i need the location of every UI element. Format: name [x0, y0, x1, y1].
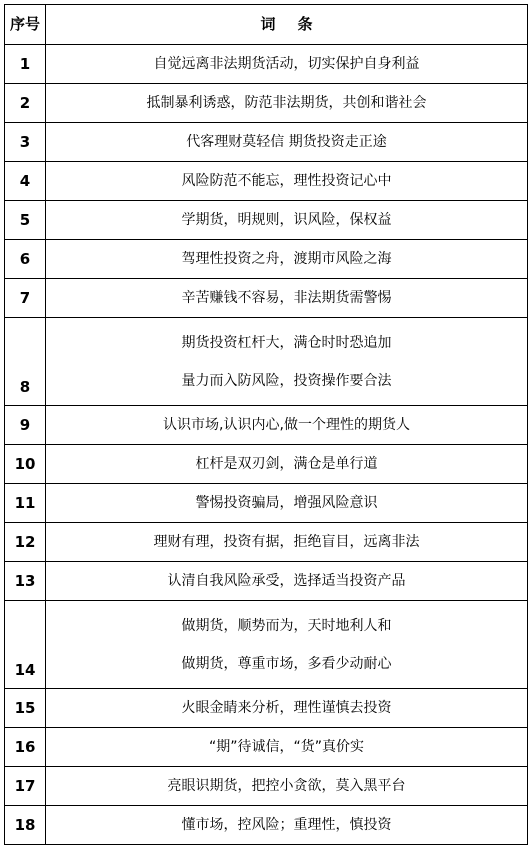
entry-line: 辛苦赚钱不容易，非法期货需警惕	[181, 290, 392, 306]
table-row	[5, 484, 528, 523]
table-row	[5, 123, 528, 162]
row-entry	[46, 162, 528, 201]
row-entry	[46, 45, 528, 84]
entry-line: 期货投资杠杆大，满仓时时恐追加	[181, 334, 392, 351]
row-entry	[46, 689, 528, 728]
row-number: 8	[5, 318, 46, 406]
table-row	[5, 767, 528, 806]
entry-line: 风险防范不能忘，理性投资记心中	[181, 173, 392, 189]
header-entry: 词条	[46, 5, 528, 45]
row-number: 4	[5, 162, 46, 201]
row-number: 17	[5, 767, 46, 806]
entry-line: 认清自我风险承受，选择适当投资产品	[167, 573, 406, 589]
table-body	[5, 45, 528, 845]
table-row	[5, 201, 528, 240]
table-row	[5, 601, 528, 689]
row-entry	[46, 240, 528, 279]
row-number: 11	[5, 484, 46, 523]
entry-line: 亮眼识期货，把控小贪欲，莫入黑平台	[167, 778, 406, 794]
table-row	[5, 162, 528, 201]
entry-line: 抵制暴利诱惑，防范非法期货，共创和谐社会	[146, 95, 427, 111]
entry-line: 警惕投资骗局，增强风险意识	[195, 495, 378, 511]
row-entry	[46, 406, 528, 445]
row-number: 2	[5, 84, 46, 123]
row-entry	[46, 201, 528, 240]
row-number: 7	[5, 279, 46, 318]
row-entry	[46, 601, 528, 689]
entry-line: 学期货，明规则，识风险，保权益	[181, 212, 392, 228]
row-entry	[46, 84, 528, 123]
table-row	[5, 240, 528, 279]
entry-line: 认识市场,认识内心,做一个理性的期货人	[163, 417, 410, 433]
table-row	[5, 45, 528, 84]
slogan-table	[4, 4, 528, 845]
row-number: 16	[5, 728, 46, 767]
entry-line: 懂市场，控风险；重理性，慎投资	[181, 817, 392, 833]
table-row	[5, 318, 528, 406]
row-entry	[46, 523, 528, 562]
table-row	[5, 562, 528, 601]
row-entry	[46, 484, 528, 523]
row-number: 18	[5, 806, 46, 845]
row-number: 15	[5, 689, 46, 728]
entry-line: 做期货，顺势而为，天时地利人和	[181, 617, 392, 634]
row-number: 13	[5, 562, 46, 601]
table-row	[5, 445, 528, 484]
row-number: 14	[5, 601, 46, 689]
entry-line: 自觉远离非法期货活动，切实保护自身利益	[153, 56, 420, 72]
entry-line: “期”待诚信，“货”真价实	[208, 739, 364, 755]
row-entry	[46, 562, 528, 601]
row-number: 9	[5, 406, 46, 445]
header-row	[5, 5, 528, 45]
table-row	[5, 84, 528, 123]
entry-line: 理财有理，投资有据，拒绝盲目，远离非法	[153, 534, 420, 550]
entry-line: 火眼金睛来分析，理性谨慎去投资	[181, 700, 392, 716]
entry-line: 做期货，尊重市场，多看少动耐心	[181, 655, 392, 672]
entry-line: 代客理财莫轻信 期货投资走正途	[186, 134, 387, 150]
row-number: 6	[5, 240, 46, 279]
header-number: 序号	[5, 5, 46, 45]
row-number: 1	[5, 45, 46, 84]
table-row	[5, 279, 528, 318]
entry-line: 杠杆是双刃剑，满仓是单行道	[195, 456, 378, 472]
row-number: 10	[5, 445, 46, 484]
row-entry	[46, 728, 528, 767]
table-row	[5, 689, 528, 728]
row-entry	[46, 318, 528, 406]
row-entry	[46, 279, 528, 318]
entry-line: 量力而入防风险，投资操作要合法	[181, 372, 392, 389]
row-entry	[46, 767, 528, 806]
table-row	[5, 406, 528, 445]
entry-line: 驾理性投资之舟，渡期市风险之海	[181, 251, 392, 267]
table-row	[5, 728, 528, 767]
row-number: 12	[5, 523, 46, 562]
row-entry	[46, 445, 528, 484]
table-row	[5, 523, 528, 562]
row-number: 5	[5, 201, 46, 240]
row-entry	[46, 123, 528, 162]
row-number: 3	[5, 123, 46, 162]
